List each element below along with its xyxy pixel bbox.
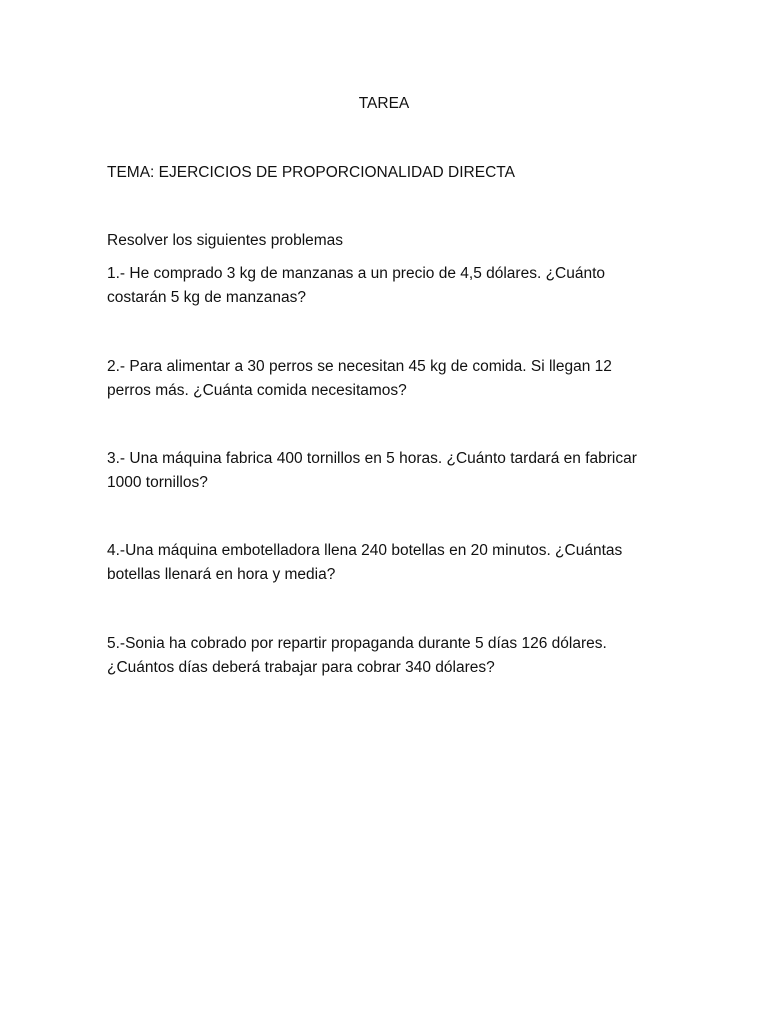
problem-5-line-2: ¿Cuántos días deberá trabajar para cobrar 340 dólares? [107, 659, 495, 676]
topic-heading: TEMA: EJERCICIOS DE PROPORCIONALIDAD DIRECTA [107, 164, 515, 181]
problem-2-line-2: perros más. ¿Cuánta comida necesitamos? [107, 382, 407, 399]
problem-4-line-1: 4.-Una máquina embotelladora llena 240 botellas en 20 minutos. ¿Cuántas [107, 542, 623, 559]
problem-2-line-1: 2.- Para alimentar a 30 perros se necesitan 45 kg de comida. Si llegan 12 [107, 358, 612, 375]
problem-1-line-2: costarán 5 kg de manzanas? [107, 289, 307, 306]
problem-5-line-1: 5.-Sonia ha cobrado por repartir propaganda durante 5 días 126 dólares. [107, 635, 607, 652]
problem-4 [107, 539, 677, 587]
problem-1-line-1: 1.- He comprado 3 kg de manzanas a un precio de 4,5 dólares. ¿Cuánto [107, 265, 606, 282]
problem-3-line-2: 1000 tornillos? [107, 474, 208, 491]
instructions-text: Resolver los siguientes problemas [107, 232, 344, 249]
problem-1 [107, 262, 677, 310]
problem-3 [107, 447, 677, 495]
problem-4-line-2: botellas llenará en hora y media? [107, 566, 336, 583]
document-title: TAREA [358, 95, 410, 112]
problem-2 [107, 355, 677, 403]
problem-5 [107, 632, 677, 680]
problem-3-line-1: 3.- Una máquina fabrica 400 tornillos en 5 horas. ¿Cuánto tardará en fabricar [107, 450, 637, 467]
